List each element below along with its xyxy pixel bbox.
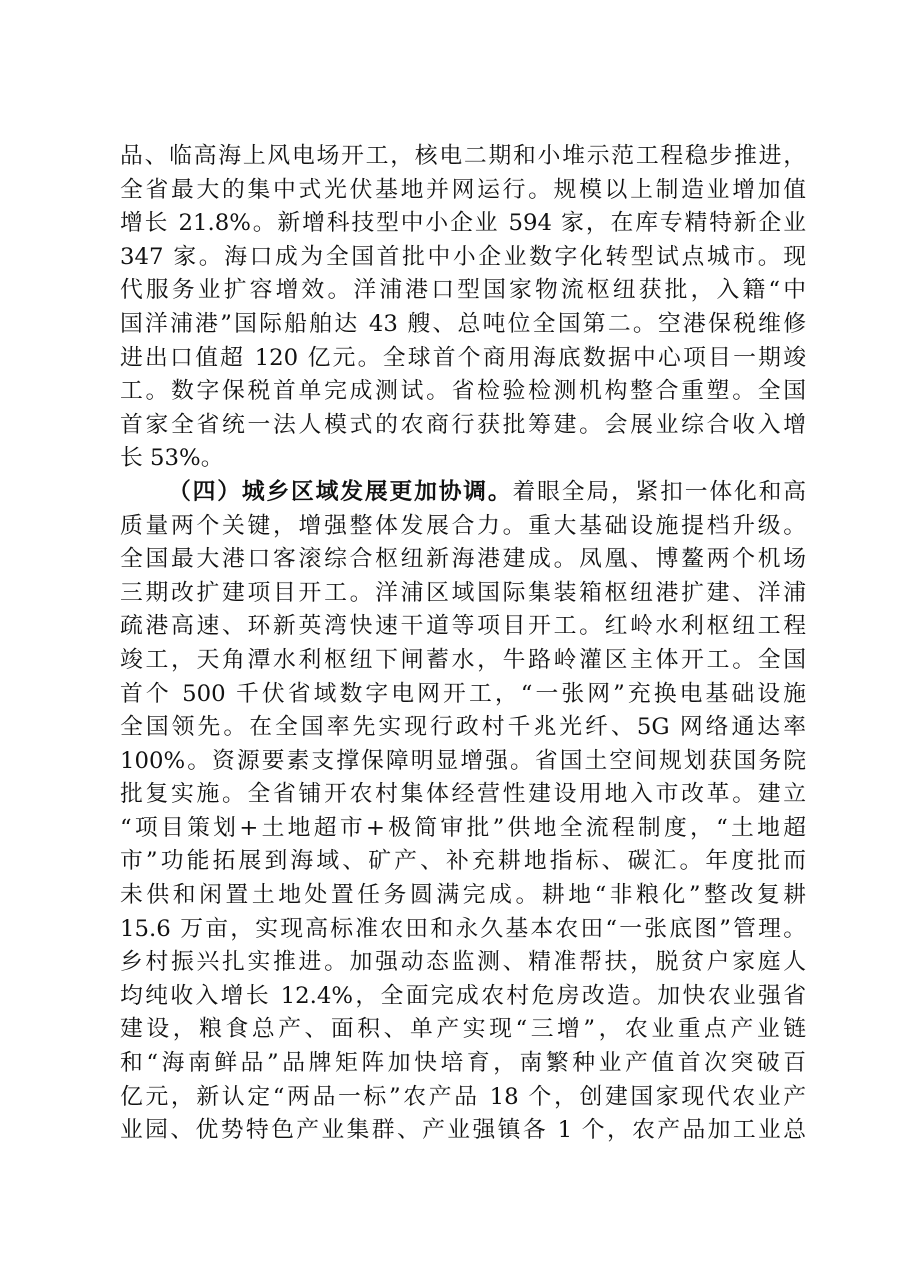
text-line: 347 家。海口成为全国首批中小企业数字化转型试点城市。现 xyxy=(120,243,806,270)
text-line: 工。数字保税首单完成测试。省检验检测机构整合重塑。全国 xyxy=(120,378,806,405)
text-line: 全省最大的集中式光伏基地并网运行。规模以上制造业增加值 xyxy=(120,176,806,203)
text-line: 亿元，新认定“两品一标”农产品 18 个，创建国家现代农业产 xyxy=(120,1083,806,1110)
text-line: 首家全省统一法人模式的农商行获批筹建。会展业综合收入增 xyxy=(120,411,806,438)
text-line: 建设，粮食总产、面积、单产实现“三增”，农业重点产业链 xyxy=(120,1016,806,1043)
text-line: 三期改扩建项目开工。洋浦区域国际集装箱枢纽港扩建、洋浦 xyxy=(120,579,806,606)
text-line: 全国领先。在全国率先实现行政村千兆光纤、5G 网络通达率 xyxy=(120,714,806,741)
paragraph-1 xyxy=(120,140,806,476)
text-line: 疏港高速、环新英湾快速干道等项目开工。红岭水利枢纽工程 xyxy=(120,613,806,640)
text-line: 均纯收入增长 12.4%，全面完成农村危房改造。加快农业强省 xyxy=(120,982,806,1009)
text-line: 进出口值超 120 亿元。全球首个商用海底数据中心项目一期竣 xyxy=(120,344,806,371)
section-heading-line xyxy=(120,476,806,510)
text-line: “项目策划+土地超市+极简审批”供地全流程制度，“土地超 xyxy=(120,814,806,841)
text-line: 15.6 万亩，实现高标准农田和永久基本农田“一张底图”管理。 xyxy=(120,915,806,942)
text-line: 未供和闲置土地处置任务圆满完成。耕地“非粮化”整改复耕 xyxy=(120,882,806,909)
text-line: 国洋浦港”国际船舶达 43 艘、总吨位全国第二。空港保税维修 xyxy=(120,310,806,337)
text-line: 乡村振兴扎实推进。加强动态监测、精准帮扶，脱贫户家庭人 xyxy=(120,949,806,976)
section-heading: （四）城乡区域发展更加协调。 xyxy=(168,478,513,505)
text-line: 首个 500 千伏省域数字电网开工，“一张网”充换电基础设施 xyxy=(120,680,806,707)
text-line: 质量两个关键，增强整体发展合力。重大基础设施提档升级。 xyxy=(120,512,806,539)
text-line: 长 53%。 xyxy=(120,445,224,472)
text-line: 全国最大港口客滚综合枢纽新海港建成。凤凰、博鳌两个机场 xyxy=(120,546,806,573)
text-line: 业园、优势特色产业集群、产业强镇各 1 个，农产品加工业总 xyxy=(120,1117,806,1144)
text-line: 批复实施。全省铺开农村集体经营性建设用地入市改革。建立 xyxy=(120,781,806,808)
text-line: 市”功能拓展到海域、矿产、补充耕地指标、碳汇。年度批而 xyxy=(120,848,806,875)
text-line: 品、临高海上风电场开工，核电二期和小堆示范工程稳步推进， xyxy=(120,143,806,169)
text-line: 和“海南鲜品”品牌矩阵加快培育，南繁种业产值首次突破百 xyxy=(120,1050,806,1077)
text-segment: 着眼全局，紧扣一体化和高 xyxy=(512,478,807,505)
text-line: 代服务业扩容增效。洋浦港口型国家物流枢纽获批，入籍“中 xyxy=(120,277,806,304)
paragraph-2 xyxy=(120,476,806,1148)
text-line: 增长 21.8%。新增科技型中小企业 594 家，在库专精特新企业 xyxy=(120,210,806,237)
document-body xyxy=(120,140,806,1148)
text-line: 100%。资源要素支撑保障明显增强。省国土空间规划获国务院 xyxy=(120,747,806,774)
text-line: 竣工，天角潭水利枢纽下闸蓄水，牛路岭灌区主体开工。全国 xyxy=(120,646,806,673)
